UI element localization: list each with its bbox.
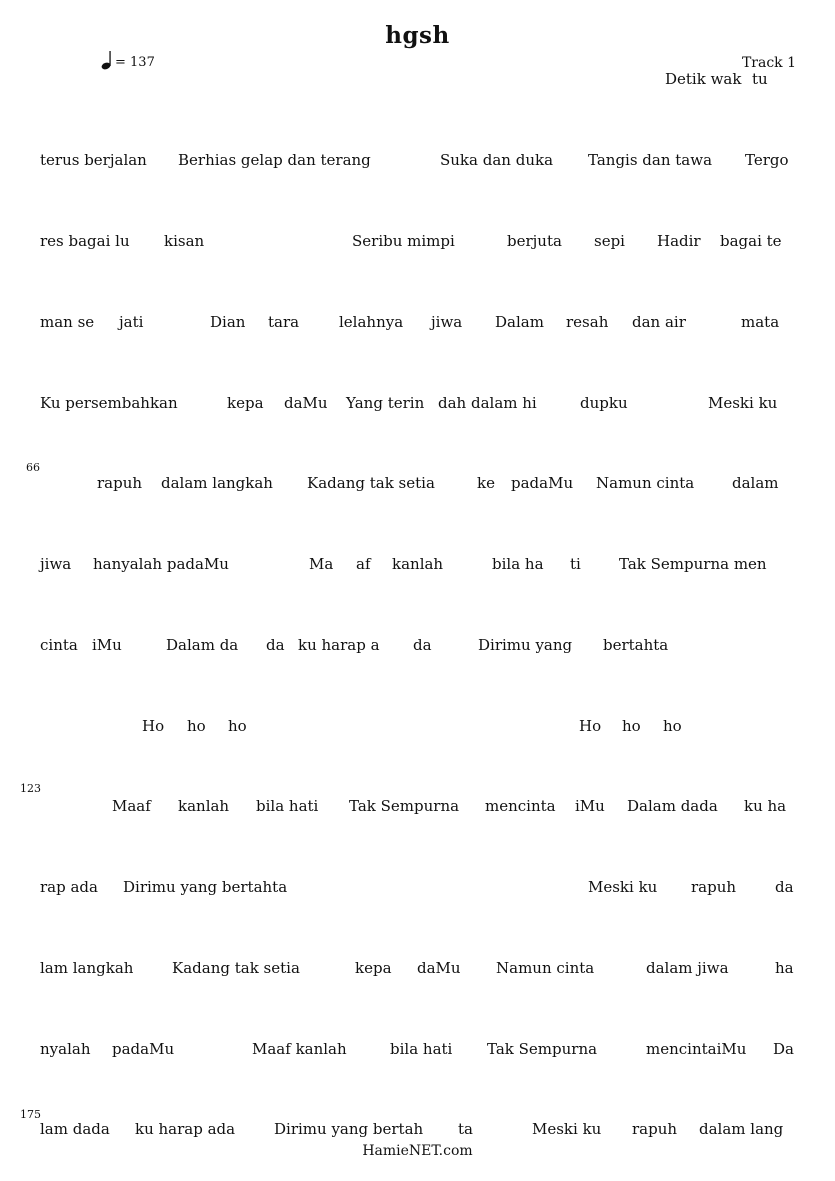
lyric-syllable: Ho	[142, 717, 165, 735]
lyric-line	[40, 636, 796, 658]
lyric-syllable: tu	[752, 70, 768, 88]
lyric-syllable: Namun cinta	[496, 959, 595, 977]
lyric-syllable: Tergo	[745, 151, 789, 169]
lyric-syllable: Kadang tak setia	[172, 959, 300, 977]
lyric-line	[40, 151, 796, 173]
track-label: Track 1	[741, 55, 796, 71]
lyric-syllable: Detik wak	[665, 70, 742, 88]
lyric-syllable: ku harap a	[298, 636, 380, 654]
lyric-syllable: ho	[187, 717, 206, 735]
lyric-syllable: Maaf	[112, 797, 151, 815]
lyric-syllable: padaMu	[112, 1040, 175, 1058]
lyric-syllable: ta	[458, 1120, 473, 1138]
lyric-syllable: Dian	[210, 313, 246, 331]
lyric-syllable: berjuta	[507, 232, 562, 250]
lyric-syllable: kepa	[355, 959, 392, 977]
lyric-syllable: daMu	[284, 394, 328, 412]
lyric-syllable: mencintaiMu	[646, 1040, 747, 1058]
lyric-syllable: bagai te	[720, 232, 782, 250]
lyric-syllable: bila hati	[390, 1040, 453, 1058]
lyric-syllable: Ku persembahkan	[40, 394, 178, 412]
lyric-syllable: hanyalah padaMu	[93, 555, 229, 573]
measure-number: 175	[20, 1108, 41, 1121]
lyric-syllable: rapuh	[691, 878, 737, 896]
lyric-syllable: Dirimu yang bertah	[274, 1120, 424, 1138]
tempo-value: = 137	[115, 55, 155, 70]
lyric-syllable: bila ha	[492, 555, 544, 573]
lyric-syllable: Da	[773, 1040, 794, 1058]
lyric-syllable: dah dalam hi	[438, 394, 537, 412]
lyric-syllable: mata	[741, 313, 780, 331]
lyric-syllable: Dalam dada	[627, 797, 718, 815]
lyric-syllable: lelahnya	[339, 313, 404, 331]
lyric-syllable: lam langkah	[40, 959, 134, 977]
lyric-line	[40, 797, 796, 819]
lyric-syllable: Tak Sempurna	[349, 797, 460, 815]
lyric-syllable: Ma	[309, 555, 334, 573]
lyric-syllable: cinta	[40, 636, 78, 654]
lyric-syllable: iMu	[92, 636, 122, 654]
lyric-syllable: da	[775, 878, 794, 896]
lyric-syllable: dalam lang	[699, 1120, 784, 1138]
lyric-syllable: rapuh	[632, 1120, 678, 1138]
lyric-line	[40, 878, 796, 900]
lyric-syllable: jati	[119, 313, 144, 331]
lyric-syllable: Maaf kanlah	[252, 1040, 347, 1058]
lyric-syllable: dalam jiwa	[646, 959, 729, 977]
lyric-syllable: lam dada	[40, 1120, 110, 1138]
lyric-syllable: ho	[622, 717, 641, 735]
measure-number: 123	[20, 782, 41, 795]
lyric-syllable: bila hati	[256, 797, 319, 815]
lyric-line	[40, 313, 796, 335]
lyric-syllable: ho	[228, 717, 247, 735]
lyric-syllable: nyalah	[40, 1040, 91, 1058]
lyric-syllable: dalam langkah	[161, 474, 273, 492]
lyric-syllable: da	[266, 636, 285, 654]
lyric-syllable: resah	[566, 313, 609, 331]
lyric-line	[40, 555, 796, 577]
lyric-syllable: mencinta	[485, 797, 556, 815]
footer-credit: HamieNET.com	[362, 1143, 473, 1159]
lyric-syllable: bertahta	[603, 636, 669, 654]
lyric-syllable: Kadang tak setia	[307, 474, 435, 492]
lyric-line	[40, 1120, 796, 1142]
lyric-syllable: da	[413, 636, 432, 654]
lyric-syllable: ho	[663, 717, 682, 735]
lyric-line	[40, 1040, 796, 1062]
lyric-syllable: ku ha	[744, 797, 787, 815]
lyric-syllable: Meski ku	[588, 878, 658, 896]
measure-number: 66	[26, 461, 40, 474]
lyric-syllable: ke	[477, 474, 495, 492]
lyric-line	[40, 959, 796, 981]
lyric-syllable: tara	[268, 313, 300, 331]
lyric-syllable: Dirimu yang	[478, 636, 573, 654]
lyric-line	[40, 474, 796, 496]
lyric-syllable: kepa	[227, 394, 264, 412]
lyric-syllable: Yang terin	[346, 394, 425, 412]
lyric-syllable: Dirimu yang bertahta	[123, 878, 288, 896]
lyric-syllable: res bagai lu	[40, 232, 130, 250]
lyric-syllable: Seribu mimpi	[352, 232, 455, 250]
lyric-syllable: daMu	[417, 959, 461, 977]
lyric-syllable: ha	[775, 959, 794, 977]
lyric-syllable: Hadir	[657, 232, 701, 250]
lyric-syllable: Namun cinta	[596, 474, 695, 492]
lyric-syllable: padaMu	[511, 474, 574, 492]
lyric-syllable: kisan	[164, 232, 205, 250]
lyric-syllable: af	[356, 555, 371, 573]
lyric-syllable: kanlah	[392, 555, 444, 573]
lyric-syllable: sepi	[594, 232, 625, 250]
lyric-syllable: Suka dan duka	[440, 151, 554, 169]
lyric-syllable: Dalam da	[166, 636, 239, 654]
lyric-line	[40, 717, 796, 739]
lyric-syllable: rap ada	[40, 878, 98, 896]
lyric-syllable: kanlah	[178, 797, 230, 815]
lyric-syllable: Meski ku	[708, 394, 778, 412]
lyric-line	[40, 70, 796, 92]
lyric-syllable: iMu	[575, 797, 605, 815]
lyric-syllable: dan air	[632, 313, 686, 331]
lyric-line	[40, 232, 796, 254]
lyric-line	[40, 394, 796, 416]
lyric-syllable: Ho	[579, 717, 602, 735]
lyric-syllable: Tangis dan tawa	[588, 151, 713, 169]
lyric-syllable: dupku	[580, 394, 628, 412]
song-title: hgsh	[385, 22, 450, 49]
lyric-syllable: Tak Sempurna men	[619, 555, 767, 573]
lyric-syllable: dalam	[732, 474, 779, 492]
lyric-syllable: ku harap ada	[135, 1120, 236, 1138]
lyric-syllable: ti	[570, 555, 581, 573]
lyric-syllable: Meski ku	[532, 1120, 602, 1138]
lyric-syllable: Dalam	[495, 313, 544, 331]
tempo-marking	[101, 50, 155, 70]
lyric-syllable: jiwa	[431, 313, 463, 331]
lyric-syllable: jiwa	[40, 555, 72, 573]
lyric-syllable: terus berjalan	[40, 151, 147, 169]
lyric-syllable: Berhias gelap dan terang	[178, 151, 371, 169]
lyric-syllable: Tak Sempurna	[487, 1040, 598, 1058]
lyric-syllable: man se	[40, 313, 95, 331]
quarter-note-icon	[101, 50, 113, 70]
lyric-syllable: rapuh	[97, 474, 143, 492]
